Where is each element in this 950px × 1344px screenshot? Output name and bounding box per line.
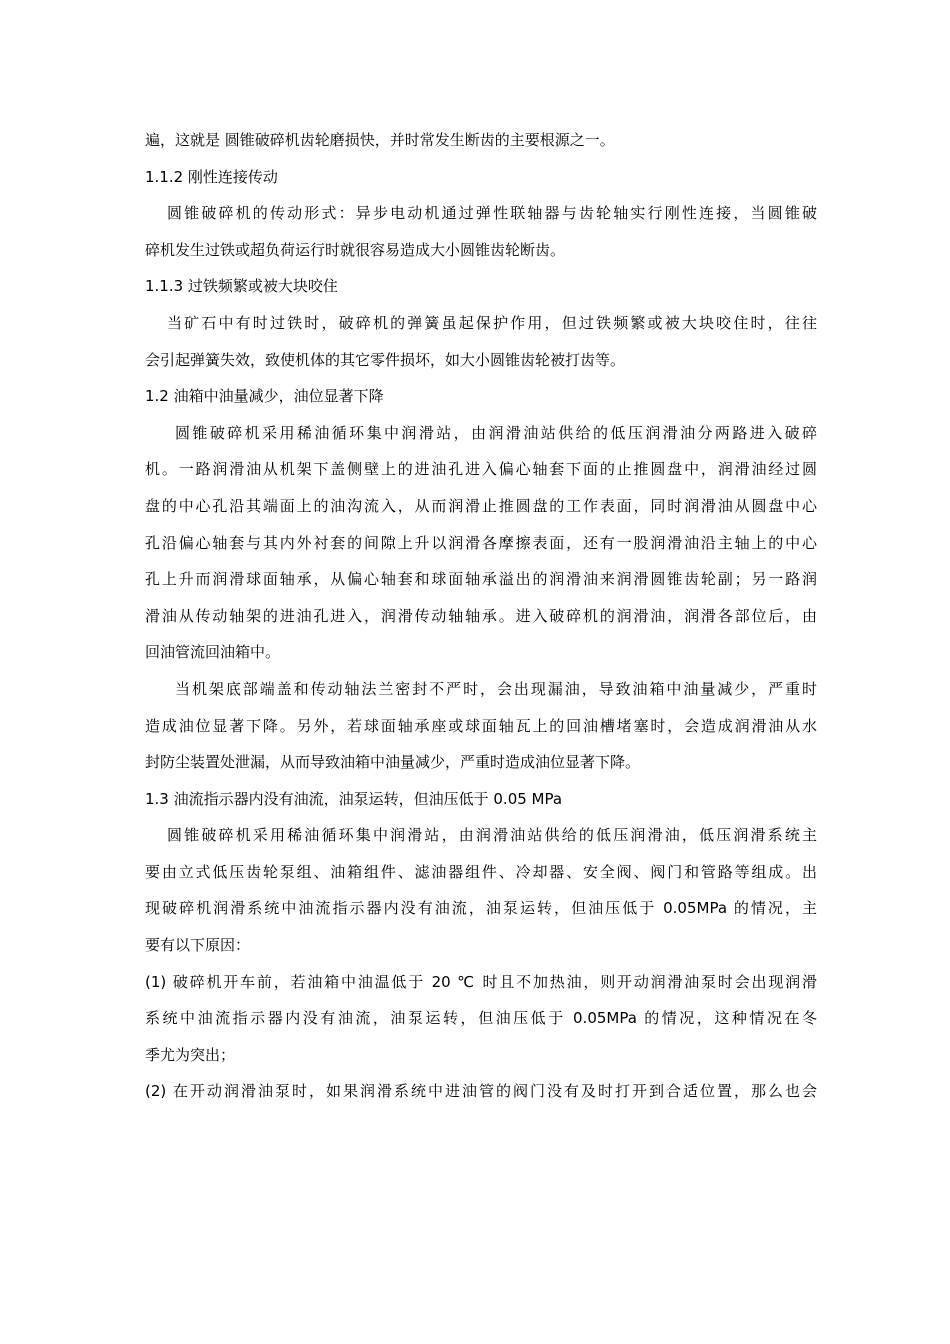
- paragraph-line: 圆锥破碎机的传动形式：异步电动机通过弹性联轴器与齿轮轴实行刚性连接，当圆锥破: [167, 204, 817, 223]
- paragraph-line: 要由立式低压齿轮泵组、油箱组件、滤油器组件、冷却器、安全阀、阀门和管路等组成。出: [145, 862, 817, 881]
- paragraph-line: 季尤为突出；: [145, 1045, 236, 1064]
- paragraph-line: 造成油位显著下降。另外，若球面轴承座或球面轴瓦上的回油槽堵塞时，会造成润滑油从水: [145, 716, 817, 735]
- paragraph-line: 孔沿偏心轴套与其内外衬套的间隙上升以润滑各摩擦表面，还有一股润滑油沿主轴上的中心: [145, 533, 817, 552]
- paragraph-line: 圆锥破碎机采用稀油循环集中润滑站，由润滑油站供给的低压润滑油，低压润滑系统主: [167, 826, 817, 845]
- paragraph-line: (1) 破碎机开车前，若油箱中油温低于 20 ℃ 时且不加热油，则开动润滑油泵时会出现润滑: [145, 972, 817, 991]
- paragraph-line: 封防尘装置处泄漏，从而导致油箱中油量减少，严重时造成油位显著下降。: [145, 753, 641, 772]
- paragraph-line: 会引起弹簧失效，致使机体的其它零件损坏，如大小圆锥齿轮被打齿等。: [145, 350, 626, 369]
- paragraph-line: 当机架底部端盖和传动轴法兰密封不严时，会出现漏油，导致油箱中油量减少，严重时: [175, 679, 817, 698]
- document-page: [145, 122, 817, 1110]
- paragraph-line: 圆锥破碎机采用稀油循环集中润滑站，由润滑油站供给的低压润滑油分两路进入破碎: [175, 423, 817, 442]
- paragraph-line: 遍，这就是 圆锥破碎机齿轮磨损快，并时常发生断齿的主要根源之一。: [145, 131, 615, 149]
- paragraph-line: 要有以下原因：: [145, 936, 251, 955]
- paragraph-line: 机。一路润滑油从机架下盖侧壁上的进油孔进入偏心轴套下面的止推圆盘中，润滑油经过圆: [145, 460, 817, 479]
- section-heading: 1.1.3 过铁频繁或被大块咬住: [145, 277, 338, 296]
- paragraph-line: 滑油从传动轴架的进油孔进入，润滑传动轴轴承。进入破碎机的润滑油，润滑各部位后，由: [145, 606, 817, 625]
- paragraph-line: 回油管流回油箱中。: [145, 643, 281, 662]
- section-heading: 1.1.2 刚性连接传动: [145, 167, 278, 186]
- paragraph-line: 孔上升而润滑球面轴承，从偏心轴套和球面轴承溢出的润滑油来润滑圆锥齿轮副；另一路润: [145, 570, 817, 589]
- paragraph-line: 系统中油流指示器内没有油流，油泵运转，但油压低于 0.05MPa 的情况，这种情况在冬: [145, 1009, 817, 1028]
- paragraph-line: 盘的中心孔沿其端面上的油沟流入，从而润滑止推圆盘的工作表面，同时润滑油从圆盘中心: [145, 496, 817, 515]
- paragraph-line: (2) 在开动润滑油泵时，如果润滑系统中进油管的阀门没有及时打开到合适位置，那么也会: [145, 1082, 817, 1101]
- section-heading: 1.2 油箱中油量减少，油位显著下降: [145, 387, 384, 406]
- section-heading: 1.3 油流指示器内没有油流，油泵运转，但油压低于 0.05 MPa: [145, 789, 563, 808]
- paragraph-line: 现破碎机润滑系统中油流指示器内没有油流，油泵运转，但油压低于 0.05MPa 的情况，主: [145, 899, 817, 918]
- paragraph-line: 碎机发生过铁或超负荷运行时就很容易造成大小圆锥齿轮断齿。: [145, 240, 566, 259]
- paragraph-line: 当矿石中有时过铁时，破碎机的弹簧虽起保护作用，但过铁频繁或被大块咬住时，往往: [167, 313, 817, 332]
